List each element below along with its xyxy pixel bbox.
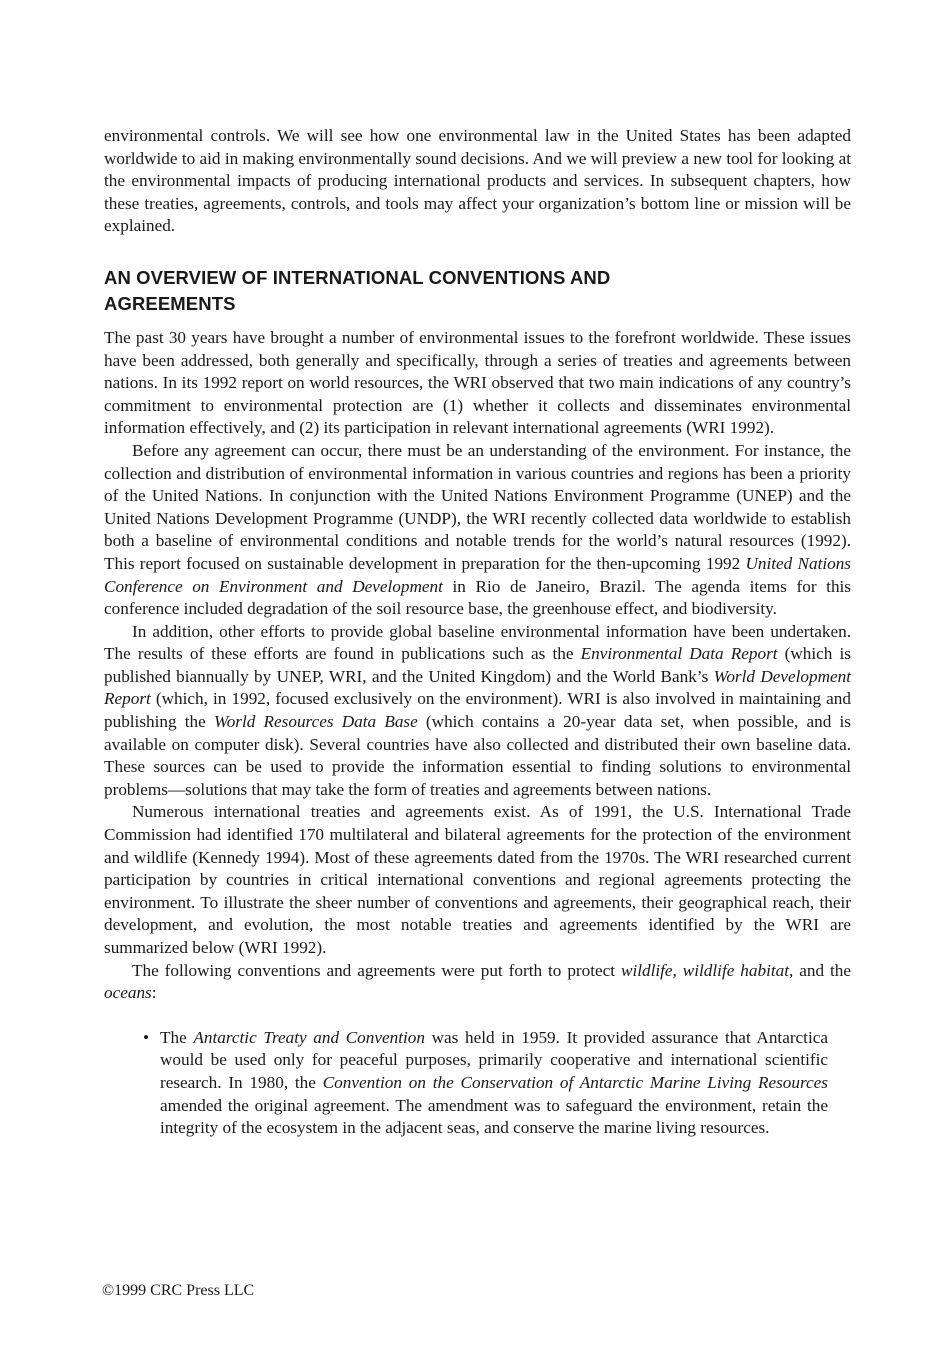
page-body — [104, 125, 851, 1140]
intro-paragraph: environmental controls. We will see how one environmental law in the United States has been adapted worldwide to aid in making environmentally sound decisions. And we will preview a new tool for looking at the environmental impacts of producing international products and services. In subsequent chapters, how these treaties, agreements, controls, and tools may affect your organization’s bottom line or mission will be explained. — [104, 126, 851, 236]
list-item: • The Antarctic Treaty and Convention was held in 1959. It provided assurance that Antarctica would be used only for peaceful purposes, primarily cooperative and international scientific research. In 1980, the Convention on the Conservation of Antarctic Marine Living Resources amended the original agreement. The amendment was to safeguard the environment, retain the integrity of the ecosystem in the adjacent seas, and conserve the marine living resources. — [143, 1027, 828, 1138]
section-heading: AN OVERVIEW OF INTERNATIONAL CONVENTIONS AND AGREEMENTS — [104, 266, 611, 314]
copyright-footer: ©1999 CRC Press LLC — [102, 1282, 255, 1299]
conventions-list — [104, 1027, 851, 1140]
paragraph-treaties: Numerous international treaties and agreements exist. As of 1991, the U.S. International Trade Commission had identified 170 multilateral and bilateral agreements for the protection of the environment and wildlife (Kennedy 1994). Most of these agreements dated from the 1970s. The WRI researched current participation by countries in critical international conventions and regional agreements protecting the environment. To illustrate the sheer number of conventions and agreements, their geographical reach, their development, and evolution, the most notable treaties and agreements identified by the WRI are summarized below (WRI 1992). — [104, 802, 851, 957]
paragraph-conventions-intro: The following conventions and agreements were put forth to protect wildlife, wildlife habitat, and the oceans: — [104, 960, 852, 1003]
bullet-icon: • — [143, 1027, 150, 1047]
paragraph-publications: In addition, other efforts to provide global baseline environmental information have been undertaken. The results of these efforts are found in publications such as the Environmental Data Report (which is published biannually by UNEP, WRI, and the United Kingdom) and the World Bank’s World Development Report (which, in 1992, focused exclusively on the environment). WRI is also involved in maintaining and publishing the World Resources Data Base (which contains a 20-year data set, when possible, and is available on computer disk). Several countries have also collected and distributed their own baseline data. These sources can be used to provide the information essential to finding solutions to environmental problems—solutions that may take the form of treaties and agreements between nations. — [104, 621, 851, 799]
paragraph-overview: The past 30 years have brought a number of environmental issues to the forefront worldwide. These issues have been addressed, both generally and specifically, through a series of treaties and agreements between nations. In its 1992 report on world resources, the WRI observed that two main indications of any country’s commitment to environmental protection are (1) whether it collects and disseminates environmental information effectively, and (2) its participation in relevant international agreements (WRI 1992). — [104, 327, 851, 438]
paragraph-baseline: Before any agreement can occur, there must be an understanding of the environment. For instance, the collection and distribution of environmental information in various countries and regions has been a priority of the United Nations. In conjunction with the United Nations Environment Programme (UNEP) and the United Nations Development Programme (UNDP), the WRI recently collected data worldwide to establish both a baseline of environmental conditions and notable trends for the world’s natural resources (1992). This report focused on sustainable development in preparation for the then-upcoming 1992 United Nations Conference on Environment and Development in Rio de Janeiro, Brazil. The agenda items for this conference included degradation of the soil resource base, the greenhouse effect, and biodiversity. — [104, 440, 851, 619]
